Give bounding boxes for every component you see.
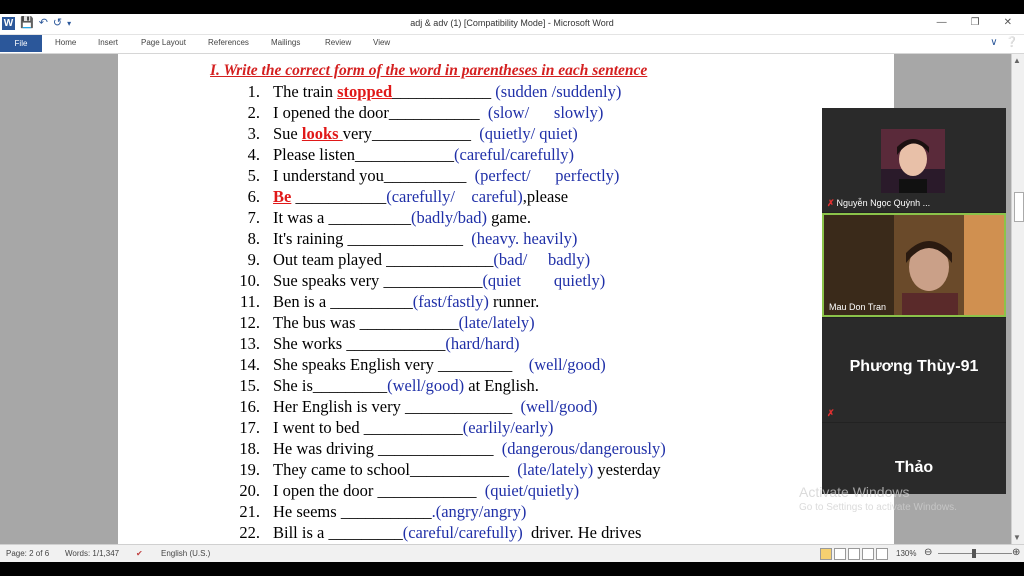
word-logo-icon[interactable]: W bbox=[3, 18, 14, 29]
word-options: (well/good) bbox=[512, 355, 606, 374]
item-number: 18. bbox=[239, 439, 260, 458]
participant-name-2: Mau Don Tran bbox=[829, 302, 887, 312]
exercise-item bbox=[118, 438, 894, 459]
sentence-text: She is bbox=[273, 376, 313, 395]
item-number: 4. bbox=[247, 145, 260, 164]
participant-video bbox=[824, 215, 1004, 315]
item-number: 1. bbox=[247, 82, 260, 101]
sentence-ending: driver. He drives bbox=[522, 523, 642, 542]
sentence-text: Bill is a bbox=[273, 523, 329, 542]
item-number: 7. bbox=[247, 208, 260, 227]
word-options: (slow/ slowly) bbox=[479, 103, 604, 122]
muted-mic-icon: ✗ bbox=[827, 408, 835, 418]
blank-line: ___________ bbox=[291, 187, 387, 206]
sentence-text: She works bbox=[273, 334, 347, 353]
sentence-ending: runner. bbox=[488, 292, 540, 311]
full-screen-reading-button[interactable] bbox=[834, 548, 846, 560]
sentence-text: The bus was bbox=[273, 313, 360, 332]
bottom-black-bar bbox=[0, 562, 1024, 576]
language[interactable]: English (U.S.) bbox=[161, 549, 211, 558]
zoom-slider-thumb[interactable] bbox=[972, 549, 976, 558]
sentence-text: She speaks English very bbox=[273, 355, 438, 374]
close-icon[interactable]: ✕ bbox=[1003, 17, 1012, 28]
word-options: (quiet quietly) bbox=[482, 271, 606, 290]
scroll-up-icon[interactable]: ▲ bbox=[1013, 56, 1021, 65]
blank-line: ___________ bbox=[340, 502, 432, 521]
item-sentence bbox=[273, 144, 574, 165]
exercise-list bbox=[118, 81, 894, 543]
blank-line: _________ bbox=[328, 523, 403, 542]
word-options: (careful/carefully) bbox=[402, 523, 523, 542]
participant-tile-2[interactable] bbox=[822, 213, 1006, 317]
exercise-item bbox=[118, 144, 894, 165]
watermark-title: Activate Windows bbox=[799, 484, 910, 500]
word-options: (fast/fastly) bbox=[412, 292, 489, 311]
item-number: 15. bbox=[239, 376, 260, 395]
item-number: 9. bbox=[247, 250, 260, 269]
help-icon[interactable]: ❔ bbox=[1005, 37, 1018, 48]
exercise-item bbox=[118, 333, 894, 354]
sentence-text: I went to bed bbox=[273, 418, 364, 437]
exercise-item bbox=[118, 165, 894, 186]
item-sentence bbox=[273, 396, 597, 417]
sentence-text: They came to school bbox=[273, 460, 410, 479]
blank-line: ____________ bbox=[363, 418, 463, 437]
item-sentence bbox=[273, 333, 520, 354]
item-number: 10. bbox=[239, 271, 260, 290]
tab-insert[interactable]: Insert bbox=[98, 38, 119, 47]
exercise-item bbox=[118, 459, 894, 480]
item-number: 17. bbox=[239, 418, 260, 437]
item-sentence bbox=[273, 165, 619, 186]
item-number: 2. bbox=[247, 103, 260, 122]
exercise-item bbox=[118, 207, 894, 228]
item-number: 3. bbox=[247, 124, 260, 143]
document-page[interactable] bbox=[118, 54, 894, 544]
tab-page-layout[interactable]: Page Layout bbox=[141, 38, 186, 47]
activate-windows-watermark bbox=[799, 484, 957, 513]
item-sentence bbox=[273, 438, 666, 459]
participant-mic-3 bbox=[827, 408, 837, 419]
item-sentence bbox=[273, 417, 553, 438]
word-options: (perfect/ perfectly) bbox=[466, 166, 620, 185]
zoom-in-icon[interactable]: ⊕ bbox=[1012, 547, 1021, 558]
video-call-panel bbox=[822, 108, 1006, 494]
word-options: (dangerous/dangerously) bbox=[493, 439, 666, 458]
item-sentence bbox=[273, 522, 641, 543]
exercise-item bbox=[118, 354, 894, 375]
exercise-item bbox=[118, 396, 894, 417]
item-number: 16. bbox=[239, 397, 260, 416]
blank-line: _________ bbox=[437, 355, 513, 374]
item-sentence bbox=[273, 249, 590, 270]
minimize-icon[interactable]: — bbox=[936, 17, 947, 28]
word-options: (well/good) bbox=[512, 397, 598, 416]
scroll-down-icon[interactable]: ▼ bbox=[1013, 533, 1021, 542]
sentence-text: I opened the door bbox=[273, 103, 389, 122]
zoom-level[interactable]: 130% bbox=[896, 549, 917, 558]
participant-name-3: Phương Thùy-91 bbox=[849, 358, 979, 375]
exercise-item bbox=[118, 249, 894, 270]
status-bar bbox=[0, 544, 1024, 562]
participant-name-1: ✗ Nguyễn Ngọc Quỳnh ... bbox=[827, 198, 931, 208]
participant-tile-1[interactable] bbox=[822, 108, 1006, 212]
tab-view[interactable]: View bbox=[373, 38, 391, 47]
blank-line: ____________ bbox=[355, 145, 455, 164]
exercise-item bbox=[118, 291, 894, 312]
item-number: 8. bbox=[247, 229, 260, 248]
exercise-item bbox=[118, 228, 894, 249]
window-title: adj & adv (1) [Compatibility Mode] - Microsoft Word bbox=[410, 18, 614, 28]
customize-toolbar-icon[interactable]: ▾ bbox=[67, 19, 72, 28]
item-number: 14. bbox=[239, 355, 260, 374]
top-black-bar bbox=[0, 0, 1024, 14]
restore-icon[interactable]: ❐ bbox=[970, 17, 980, 28]
filled-answer: Be bbox=[273, 187, 292, 206]
blank-line: ____________ bbox=[392, 82, 492, 101]
exercise-item bbox=[118, 186, 894, 207]
word-options: (earlily/early) bbox=[462, 418, 554, 437]
page-count[interactable]: Page: 2 of 6 bbox=[6, 549, 50, 558]
filled-answer: stopped bbox=[337, 82, 393, 101]
sentence-text: Her English is very bbox=[273, 397, 405, 416]
save-icon[interactable]: 💾 bbox=[20, 17, 34, 29]
item-number: 21. bbox=[239, 502, 260, 521]
tab-file[interactable]: File bbox=[0, 35, 42, 52]
exercise-item bbox=[118, 81, 894, 102]
exercise-item bbox=[118, 270, 894, 291]
blank-line: __________ bbox=[383, 166, 467, 185]
sentence-text: Sue speaks very bbox=[273, 271, 384, 290]
sentence-text: I understand you bbox=[273, 166, 384, 185]
sentence-text: Sue bbox=[273, 124, 302, 143]
sentence-text: It's raining bbox=[273, 229, 348, 248]
sentence-text: It was a bbox=[273, 208, 329, 227]
window-controls bbox=[937, 17, 1012, 28]
item-sentence bbox=[273, 81, 621, 102]
word-options: (careful/carefully) bbox=[454, 145, 575, 164]
blank-line: __________ bbox=[330, 292, 413, 311]
item-number: 11. bbox=[239, 292, 260, 311]
word-options: (bad/ badly) bbox=[493, 250, 591, 269]
word-count[interactable]: Words: 1/1,347 bbox=[65, 549, 120, 558]
item-sentence bbox=[273, 354, 606, 375]
sentence-text: Out team played bbox=[273, 250, 387, 269]
sentence-ending: game. bbox=[487, 208, 531, 227]
exercise-item bbox=[118, 501, 894, 522]
title-bar bbox=[0, 14, 1024, 35]
blank-line: ____________ bbox=[383, 271, 483, 290]
blank-line: __________ bbox=[328, 208, 411, 227]
item-number: 6. bbox=[247, 187, 260, 206]
filled-answer: looks bbox=[301, 124, 343, 143]
item-number: 5. bbox=[247, 166, 260, 185]
scrollbar-thumb[interactable] bbox=[1014, 192, 1024, 222]
word-options: (badly/bad) bbox=[410, 208, 488, 227]
exercise-item bbox=[118, 312, 894, 333]
tab-mailings[interactable]: Mailings bbox=[271, 38, 301, 47]
item-number: 20. bbox=[239, 481, 260, 500]
exercise-item bbox=[118, 123, 894, 144]
word-options: (hard/hard) bbox=[445, 334, 520, 353]
word-options: (late/lately) bbox=[458, 313, 535, 332]
blank-line: _________ bbox=[312, 376, 388, 395]
item-sentence bbox=[273, 123, 578, 144]
participant-avatar bbox=[881, 129, 945, 193]
item-sentence bbox=[273, 459, 661, 480]
ribbon-right-controls bbox=[990, 37, 1018, 48]
item-sentence bbox=[273, 270, 605, 291]
tab-review[interactable]: Review bbox=[325, 38, 352, 47]
word-options: (late/lately) bbox=[509, 460, 594, 479]
sentence-ending: yesterday bbox=[593, 460, 661, 479]
participant-name-4: Thảo bbox=[894, 459, 934, 476]
word-options: .(angry/angry) bbox=[431, 502, 527, 521]
word-options: (quietly/ quiet) bbox=[471, 124, 578, 143]
word-options: (carefully/ careful) bbox=[386, 187, 523, 206]
web-layout-button[interactable] bbox=[848, 548, 860, 560]
vertical-scrollbar[interactable] bbox=[1011, 54, 1024, 544]
item-sentence bbox=[273, 186, 568, 207]
blank-line: ______________ bbox=[347, 229, 463, 248]
word-options: (heavy. heavily) bbox=[462, 229, 578, 248]
sentence-text: Please listen bbox=[273, 145, 356, 164]
blank-line: very____________ bbox=[342, 124, 472, 143]
item-sentence bbox=[273, 228, 577, 249]
word-options: (sudden /suddenly) bbox=[491, 82, 622, 101]
item-sentence bbox=[273, 102, 603, 123]
exercise-heading: I. Write the correct form of the word in parentheses in each sentence bbox=[210, 62, 648, 79]
item-sentence bbox=[273, 312, 535, 333]
sentence-text: I open the door bbox=[273, 481, 378, 500]
sentence-ending: at English. bbox=[464, 376, 539, 395]
item-sentence bbox=[273, 375, 539, 396]
outline-button[interactable] bbox=[862, 548, 874, 560]
exercise-item bbox=[118, 522, 894, 543]
item-number: 13. bbox=[239, 334, 260, 353]
zoom-out-icon[interactable]: ⊖ bbox=[924, 547, 933, 558]
blank-line: ____________ bbox=[377, 481, 477, 500]
tab-home[interactable]: Home bbox=[55, 38, 77, 47]
exercise-item bbox=[118, 375, 894, 396]
proofing-icon[interactable]: ✔ bbox=[136, 549, 143, 558]
item-sentence bbox=[273, 501, 526, 522]
exercise-item bbox=[118, 480, 894, 501]
word-options: (well/good) bbox=[387, 376, 465, 395]
print-layout-button[interactable] bbox=[820, 548, 832, 560]
item-number: 12. bbox=[239, 313, 260, 332]
item-sentence bbox=[273, 207, 531, 228]
item-sentence bbox=[273, 291, 539, 312]
blank-line: ____________ bbox=[346, 334, 446, 353]
sentence-text: The train bbox=[273, 82, 338, 101]
sentence-ending: ,please bbox=[522, 187, 569, 206]
blank-line: ____________ bbox=[359, 313, 459, 332]
sentence-text: He seems bbox=[273, 502, 341, 521]
item-number: 22. bbox=[239, 523, 260, 542]
sentence-text: He was driving bbox=[273, 439, 378, 458]
redo-icon[interactable]: ↺ bbox=[52, 17, 63, 29]
participant-tile-3[interactable] bbox=[822, 318, 1006, 422]
exercise-item bbox=[118, 102, 894, 123]
draft-button[interactable] bbox=[876, 548, 888, 560]
watermark-subtitle: Go to Settings to activate Windows. bbox=[799, 502, 957, 513]
item-sentence bbox=[273, 480, 579, 501]
blank-line: _____________ bbox=[404, 397, 513, 416]
blank-line: _____________ bbox=[386, 250, 494, 269]
blank-line: ____________ bbox=[410, 460, 509, 479]
blank-line: ___________ bbox=[388, 103, 480, 122]
expand-ribbon-icon[interactable]: ∨ bbox=[990, 37, 998, 48]
word-options: (quiet/quietly) bbox=[476, 481, 580, 500]
tab-references[interactable]: References bbox=[208, 38, 249, 47]
exercise-item bbox=[118, 417, 894, 438]
sentence-text: Ben is a bbox=[273, 292, 331, 311]
blank-line: ______________ bbox=[377, 439, 494, 458]
ribbon-tabs bbox=[0, 35, 1024, 54]
item-number: 19. bbox=[239, 460, 260, 479]
undo-icon[interactable]: ↶ bbox=[38, 17, 48, 29]
muted-mic-icon: ✗ bbox=[827, 198, 835, 208]
